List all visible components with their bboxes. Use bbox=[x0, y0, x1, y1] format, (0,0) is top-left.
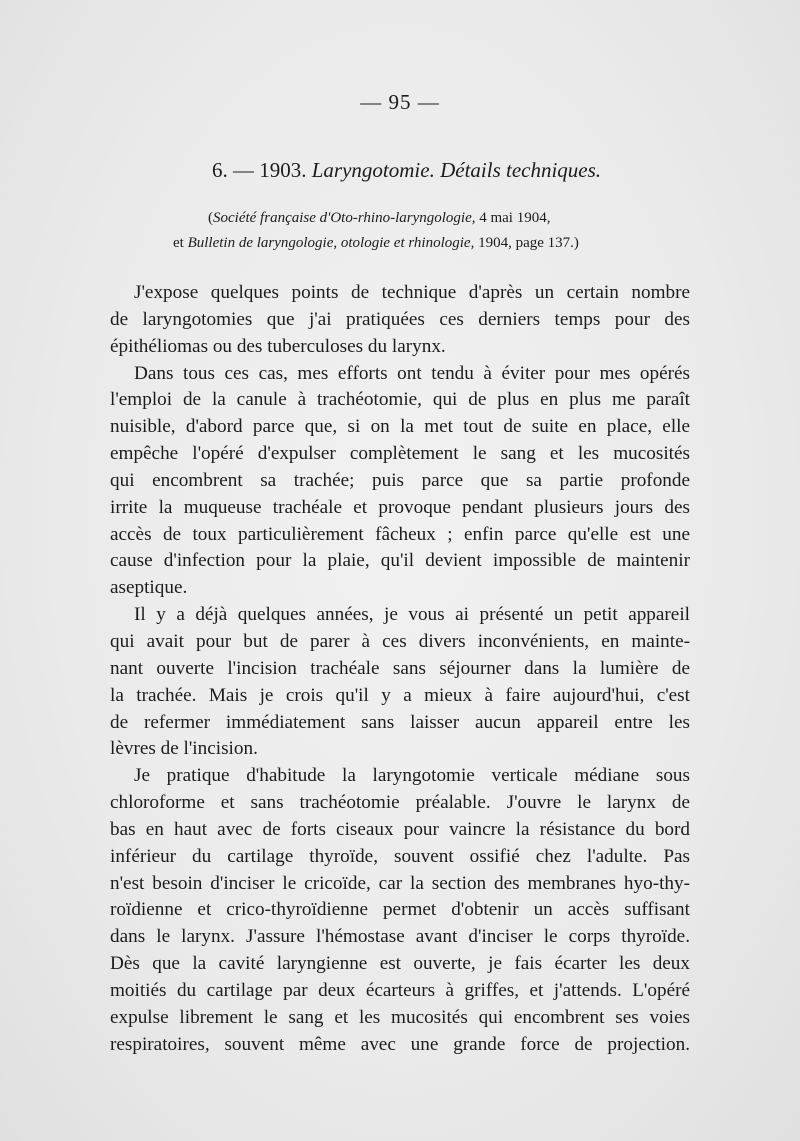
source-citation bbox=[0, 206, 800, 256]
text-line: inférieur du cartilage thyroïde, souvent ossifié chez l'adulte. Pas bbox=[110, 845, 690, 867]
source-line-1 bbox=[0, 206, 800, 231]
text-line: Dès que la cavité laryngienne est ouverte, je fais écarter les deux bbox=[110, 953, 690, 975]
source-page: 1904, page 137.) bbox=[478, 235, 579, 251]
text-line: de laryngotomies que j'ai pratiquées ces derniers temps pour des bbox=[110, 308, 690, 330]
text-line: J'expose quelques points de technique d'après un certain nombre bbox=[134, 282, 690, 303]
text-line: dans le larynx. J'assure l'hémostase avant d'inciser le corps thyroïde. bbox=[110, 926, 690, 948]
text-line: nant ouverte l'incision trachéale sans séjourner dans la lumière de bbox=[110, 657, 690, 679]
text-line: épithéliomas ou des tuberculoses du larynx. bbox=[110, 335, 446, 357]
text-line: de refermer immédiatement sans laisser aucun appareil entre les bbox=[110, 711, 690, 733]
text-line: Je pratique d'habitude la laryngotomie verticale médiane sous bbox=[134, 765, 690, 787]
source-society: Société française d'Oto-rhino-laryngologie, bbox=[213, 210, 476, 226]
body-text bbox=[110, 280, 690, 1058]
text-line: la trachée. Mais je crois qu'il y a mieux à faire aujourd'hui, c'est bbox=[110, 684, 690, 706]
text-line: bas en haut avec de forts ciseaux pour vaincre la résistance du bord bbox=[110, 818, 690, 840]
text-line: aseptique. bbox=[110, 577, 188, 599]
text-line: chloroforme et sans trachéotomie préalable. J'ouvre le larynx de bbox=[110, 792, 690, 814]
section-title: Laryngotomie. Détails techniques. bbox=[311, 158, 602, 182]
text-line: n'est besoin d'inciser le cricoïde, car la section des membranes hyo-thy- bbox=[110, 872, 690, 894]
source-line-2 bbox=[0, 231, 800, 256]
text-line: roïdienne et crico-thyroïdienne permet d'obtenir un accès suffisant bbox=[110, 899, 690, 921]
text-line: cause d'infection pour la plaie, qu'il devient impossible de maintenir bbox=[110, 550, 690, 572]
source-bulletin: Bulletin de laryngologie, otologie et rhinologie, bbox=[187, 235, 475, 251]
text-line: nuisible, d'abord parce que, si on la met tout de suite en place, elle bbox=[110, 416, 690, 438]
text-line: expulse librement le sang et les mucosités qui encombrent ses voies bbox=[110, 1006, 690, 1028]
page-number: — 95 — bbox=[360, 90, 440, 114]
text-line: moitiés du cartilage par deux écarteurs à griffes, et j'attends. L'opéré bbox=[110, 979, 690, 1001]
section-number: 6. — bbox=[212, 158, 254, 182]
text-line: Dans tous ces cas, mes efforts ont tendu à éviter pour mes opérés bbox=[134, 362, 690, 384]
text-line: respiratoires, souvent même avec une grande force de projection. bbox=[110, 1033, 690, 1055]
source-open-paren: ( bbox=[208, 210, 213, 226]
text-line: accès de toux particulièrement fâcheux ; enfin parce qu'elle est une bbox=[110, 523, 690, 545]
text-line: lèvres de l'incision. bbox=[110, 738, 258, 760]
text-line: irrite la muqueuse trachéale et provoque pendant plusieurs jours des bbox=[110, 496, 690, 518]
source-date: 4 mai 1904, bbox=[479, 210, 551, 226]
section-heading bbox=[212, 158, 601, 183]
text-line: qui encombrent sa trachée; puis parce que sa partie profonde bbox=[110, 469, 690, 491]
text-line: l'emploi de la canule à trachéotomie, qui de plus en plus me paraît bbox=[110, 389, 690, 411]
section-year: 1903. bbox=[259, 158, 307, 182]
text-line: empêche l'opéré d'expulser complètement le sang et les mucosités bbox=[110, 443, 690, 465]
text-line: Il y a déjà quelques années, je vous ai présenté un petit appareil bbox=[134, 604, 690, 626]
source-et: et bbox=[173, 235, 184, 251]
text-line: qui avait pour but de parer à ces divers inconvénients, en mainte- bbox=[110, 630, 690, 652]
